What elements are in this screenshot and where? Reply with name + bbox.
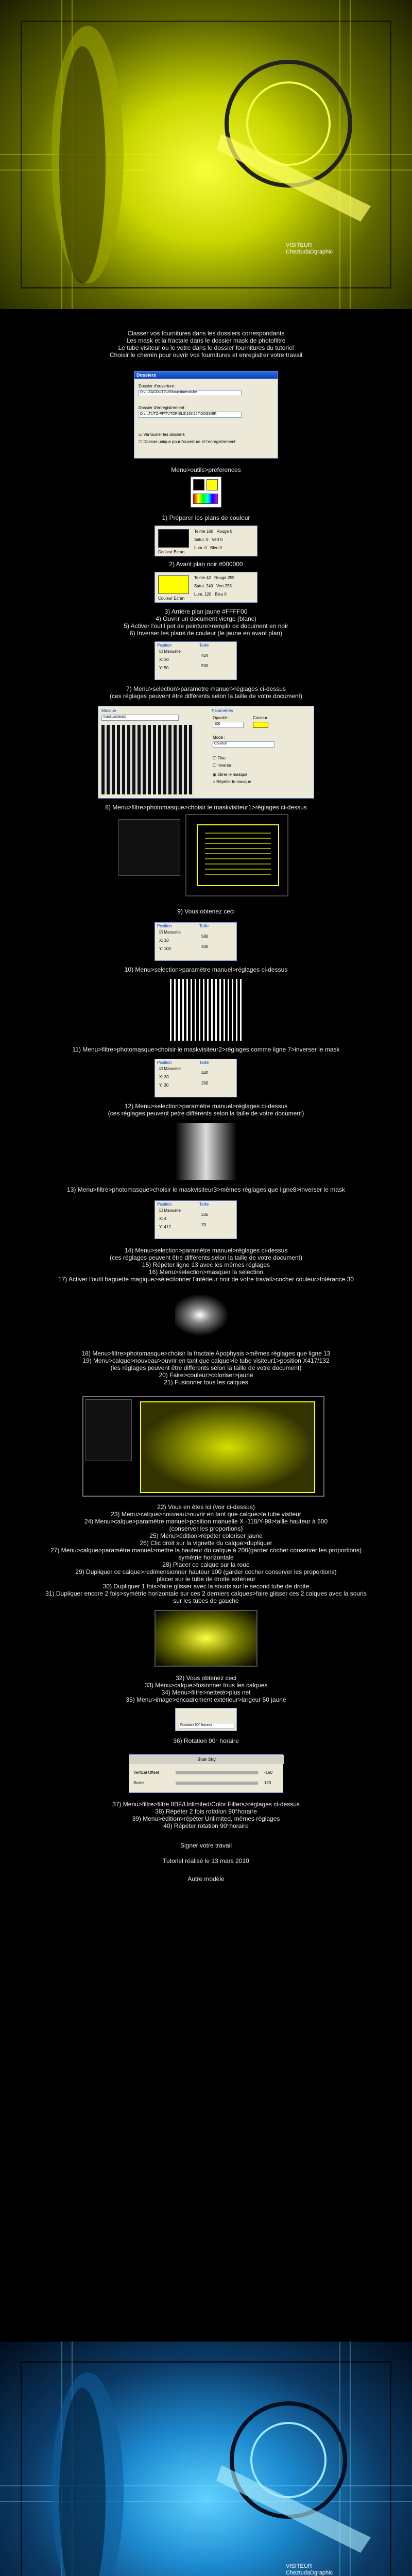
step-6: 6) Inverser les plans de couleur (le jaune en avant plan) (129, 630, 283, 637)
fractal-image (175, 1288, 237, 1342)
step-5: 5) Activer l'outil pot de peinture>remplir ce document en noir (124, 622, 288, 630)
color-dialog-black-label: Couleur Ecran (158, 550, 185, 554)
bottom-banner-artwork (0, 2342, 412, 2576)
sign-instruction: Signer votre travail (180, 1842, 232, 1849)
banner-signature-line2: CheztudaDgraphic (286, 249, 333, 255)
intro-line-1: Classer vos fournitures dans les dossiers correspondants (127, 330, 285, 337)
bottom-signature-line1: VISITEUR (286, 2563, 312, 2569)
steps-3-6 (0, 608, 412, 637)
step-4: 4) Ouvrir un document vierge (blanc) (156, 615, 256, 622)
mask-dialog: Masque masktvisiteur1 Paramètres Opacité : 100 Couleur : Mode : Couleur ☐ Flou ☐ Inverse ◉ Étirer le masque ○ Répéter le masque (98, 706, 314, 799)
intro-text (0, 330, 412, 359)
tutorial-date: Tutoriel réalisé le 13 mars 2010 (163, 1857, 249, 1865)
single-folder-label: Dossier unique pour l'ouverture et l'enregistrement (143, 439, 236, 444)
open-folder-field[interactable]: D:\...\TAGOUTEUR\fournitures\tube (139, 390, 242, 396)
steps-22-31: 22) Vous en êtes ici (voir ci-dessus) 23) Menu>calque>nouveau>ouvrir en tant que calque>le tube visiteur 24) Menu>calque>paramètre manuel>position manuelle X -118/Y-98>taille hauteur à 600 (conserver les proportions) 25) Menu>édition>répéter coloriser jaune 26) Clic droit sur la vignette du calque>dupliquer 27) Menu>calque>paramètre manuel>mettre la hauteur du calque à 200(garder cocher conserver les proportions) symétrie horizontale 28) Placer ce calque sur la roue 29) Dupliquer ce calque>redimensionner hauteur 100 (garder cocher conserver les proportions) placer sur le tube de droite extérieur 30) Dupliquer 1 fois>faire glisser avec la souris sur le second tube de droite 31) Dupliquer encore 2 fois>symétrie horizontale sur ces 2 derniers calques>faire glisser ces 2 calques avec la souris sur les tubes de gauche (45, 1503, 367, 1604)
lock-folders-label: Verrouiller les dossiers (143, 432, 185, 437)
step-12: 12) Menu>selection>paramètre manuel>réglages ci-dessus (ces réglages peuvent petre différents selon la taille de votre document) (108, 1103, 304, 1117)
other-model-label: Autre modèle (187, 1875, 225, 1883)
top-banner-image (0, 0, 412, 309)
palette-preview (191, 477, 221, 507)
color-dialog-yellow: Couleur Ecran Teinte 42 Rouge 255 Satur. 240 Vert 255 Lum. 120 Bleu 0 (154, 572, 258, 603)
mask-select[interactable]: masktvisiteur1 (101, 715, 179, 721)
intro-line-3: Le tube visiteur ou le votre dans le dossier fournitures du tutoriel (118, 344, 294, 351)
opacity-field[interactable]: 100 (213, 722, 244, 728)
selection-dialog-2: Position ☑ Manuelle X: 10 Y: 100 Taille 580 440 (154, 922, 237, 961)
selection-dialog-4: Position ☑ Manuelle X: 4 Y: 412 Taille 235 70 (154, 1200, 237, 1239)
blue-sky-title: Blue Sky (129, 1755, 284, 1764)
step-7-text: 7) Menu>selection>parametre manuel>réglages ci-dessus (ces réglages peuvent être différents selon la taille de votre document) (110, 685, 302, 700)
single-folder-checkbox[interactable]: ☐ Dossier unique pour l'ouverture et l'enregistrement (139, 439, 236, 444)
step-prefs: Menu>outils>preferences (171, 466, 241, 473)
selection-dialog-3: Position ☑ Manuelle X: 30 Y: 30 Taille 440 200 (154, 1059, 237, 1097)
open-folder-label: Dossier d'ouverture : (139, 384, 177, 388)
result-image-11 (170, 979, 242, 1041)
result-image-22 (82, 1396, 324, 1497)
steps-37-40: 37) Menu>filtre>filtre 8BF/Unlimited/Color Filters>réglages ci-dessus 38) Répéter 2 fois rotation 90°horaire 39) Menu>édition>répéter Unlimited, mêmes réglages 40) Répéter rotation 90°horaire (112, 1801, 300, 1829)
result-image-32 (154, 1610, 258, 1667)
rotation-dialog (175, 1708, 237, 1731)
layers-panel-1 (118, 819, 180, 876)
step-36: 36) Rotation 90° horaire (173, 1737, 239, 1744)
step-13: 13) Menu>filtre>photomasque>choisir le maskvisiteur3>mêmes réglages que ligne8>inverser le mask (67, 1186, 345, 1193)
mask-preview (101, 725, 194, 794)
scale-slider[interactable] (176, 1782, 258, 1785)
intro-line-5: Choisir le chemin pour ouvrir vos fournitures et enregistrer votre travail (109, 351, 303, 359)
selection-dialog-1: Position ☑ Manuelle X: 30 Y: 50 Taille 424 500 (154, 641, 237, 680)
steps-14-17: 14) Menu>selection>paramètre manuel>réglages ci-dessus (ces réglages peuvent être différents selon la taille de votre document) 15) Répéter ligne 13 avec les mêmes réglages 16) Menu>selection>masquer la sélection 17) Activer l'outil baguette magique>sélectionner l'intérieur noir de votre travail>cocher couleur>tolérance 30 (58, 1247, 354, 1283)
rotation-option[interactable]: Rotation 90° horaire (179, 1723, 234, 1729)
step-1: 1) Préparer les plans de couleur (162, 514, 250, 521)
save-folder-field[interactable]: D:\...\TUTO-PF\TUTORIELS\156\254\DOSSIER (139, 412, 242, 418)
spacer (0, 1893, 412, 2342)
step-10: 10) Menu>selection>paramètre manuel>réglages ci-dessus (124, 966, 288, 973)
banner-signature-line1: VISITEUR (286, 242, 312, 248)
folders-dialog (134, 371, 278, 459)
step-2: 2) Avant plan noir #000000 (169, 561, 243, 568)
bottom-banner-image (0, 2342, 412, 2576)
step-9: 9) Vous obtenez ceci (177, 908, 235, 915)
bottom-signature-line2: CheztudaDgraphic (286, 2570, 333, 2576)
banner-artwork (0, 0, 412, 309)
step-3: 3) Arrière plan jaune #FFFF00 (164, 608, 248, 615)
lock-folders-checkbox[interactable]: ☑ Verrouiller les dossiers (139, 432, 185, 437)
step-8: 8) Menu>filtre>photomasque>choisir le maskvisiteur1>réglages ci-dessus (105, 804, 307, 811)
result-image-13 (175, 1123, 237, 1180)
mode-select[interactable]: Couleur (213, 741, 274, 748)
mask-color-swatch[interactable] (253, 722, 268, 728)
color-dialog-black: Couleur Ecran Teinte 160 Rouge 0 Satur. 0 Vert 0 Lum. 0 Bleu 0 (154, 526, 258, 556)
steps-18-21: 18) Menu>filtre>photomasque>choisir la fractale Apophysis >mêmes réglages que ligne 13 19) Menu>calque>nouveau>ouvrir en tant que calque>le tube visiteur1>position X417/132 (les réglages peuvent être différents selon la taille de votre document) 20) Faire>couleur>coloriser>jaune 21) Fusionner tous les calques (81, 1350, 331, 1386)
color-dialog-yellow-label: Couleur Ecran (158, 596, 185, 601)
blue-sky-dialog: Blue Sky Vertical Offset -150 Scale 120 (129, 1754, 283, 1793)
step-11: 11) Menu>filtre>photomasque>choisir le maskvisiteur2>réglages comme ligne 7>inverser le mask (72, 1046, 340, 1053)
folders-dialog-title: Dossiers (134, 371, 278, 379)
vertical-offset-slider[interactable] (176, 1771, 258, 1774)
save-folder-label: Dossier d'enregistrement : (139, 405, 187, 410)
steps-32-35: 32) Vous obtenez ceci 33) Menu>calque>fusionner tous les calques 34) Menu>filtre>netteté>plus net 35) Menu>image>encadrement extérieur>largeur 50 jaune (126, 1674, 286, 1703)
result-image-9 (185, 814, 288, 896)
intro-line-2: Les mask et la fractale dans le dossier mask de photofiltre (126, 337, 286, 344)
